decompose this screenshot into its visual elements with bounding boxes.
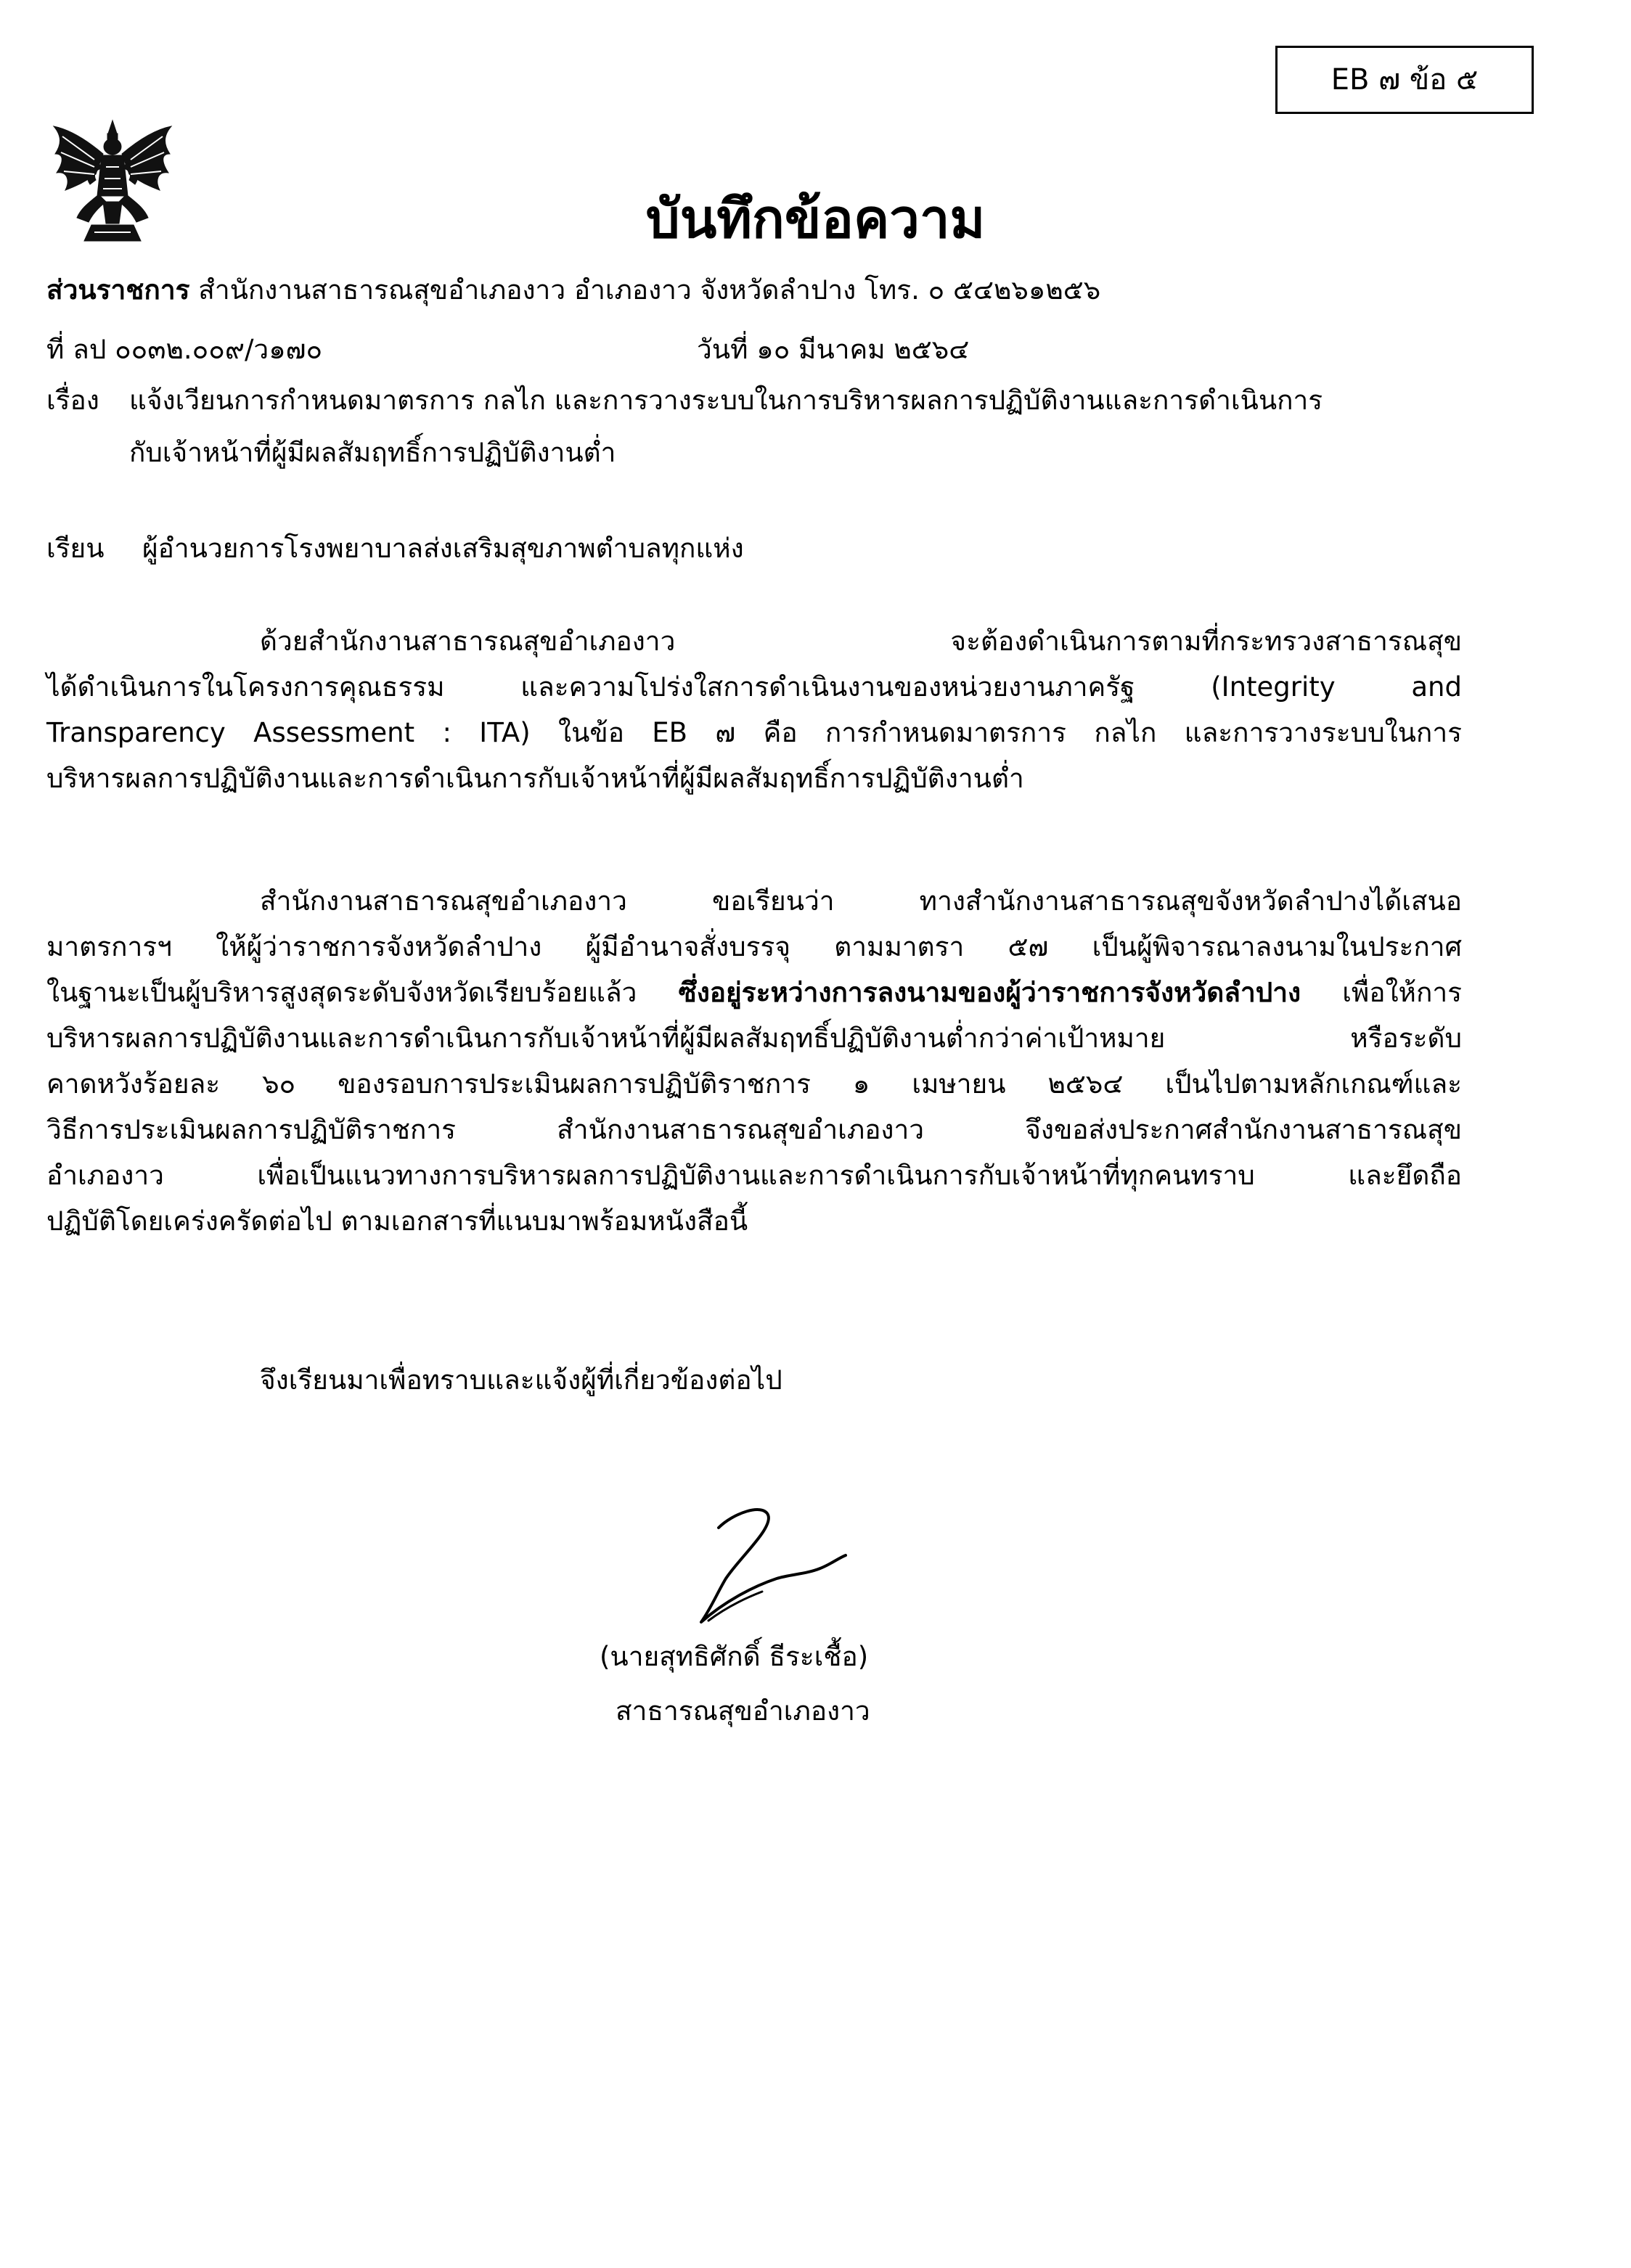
paragraph-2-bold-text: ซึ่งอยู่ระหว่างการลงนามของผู้ว่าราชการจังหวัดลำปาง	[678, 977, 1301, 1008]
paragraph-2-line: บริหารผลการปฏิบัติงานและการดำเนินการกับเจ้าหน้าที่ผู้มีผลสัมฤทธิ์ปฏิบัติงานต่ำกว่าค่าเป้าหมาย หรือระดับ	[46, 1023, 1462, 1054]
paragraph-2	[46, 878, 1462, 1244]
signatory-name: (นายสุทธิศักดิ์ ธีระเชื้อ)	[600, 1641, 869, 1672]
signatory-position: สาธารณสุขอำเภองาว	[616, 1695, 870, 1727]
paragraph-2-line	[46, 970, 1462, 1015]
subject-line-1: แจ้งเวียนการกำหนดมาตรการ กลไก และการวางระบบในการบริหารผลการปฏิบัติงานและการดำเนินการ	[129, 385, 1323, 416]
paragraph-2-text: เพื่อให้การ	[1301, 977, 1463, 1008]
subject-line-2: กับเจ้าหน้าที่ผู้มีผลสัมฤทธิ์การปฏิบัติงานต่ำ	[129, 437, 616, 468]
paragraph-2-text: ในฐานะเป็นผู้บริหารสูงสุดระดับจังหวัดเรียบร้อยแล้ว	[46, 977, 679, 1008]
paragraph-2-line: สำนักงานสาธารณสุขอำเภองาว ขอเรียนว่า ทางสำนักงานสาธารณสุขจังหวัดลำปางได้เสนอ	[260, 885, 1462, 917]
recipient-label: เรียน	[46, 533, 105, 564]
paragraph-2-line: ปฏิบัติโดยเคร่งครัดต่อไป ตามเอกสารที่แนบมาพร้อมหนังสือนี้	[46, 1205, 748, 1237]
document-date: วันที่ ๑๐ มีนาคม ๒๕๖๔	[697, 334, 970, 365]
paragraph-1-line: บริหารผลการปฏิบัติงานและการดำเนินการกับเจ้าหน้าที่ผู้มีผลสัมฤทธิ์การปฏิบัติงานต่ำ	[46, 763, 1024, 794]
paragraph-1-line: Transparency Assessment : ITA) ในข้อ EB ๗ คือ การกำหนดมาตรการ กลไก และการวางระบบในการ	[46, 717, 1462, 748]
agency-line	[46, 270, 1100, 311]
paragraph-1-line: ด้วยสำนักงานสาธารณสุขอำเภองาว จะต้องดำเนินการตามที่กระทรวงสาธารณสุข	[260, 626, 1462, 657]
memo-title: บันทึกข้อความ	[645, 188, 986, 250]
handwritten-signature	[682, 1499, 849, 1629]
paragraph-2-line: วิธีการประเมินผลการปฏิบัติราชการ สำนักงานสาธารณสุขอำเภองาว จึงขอส่งประกาศสำนักงานสาธารณสุข	[46, 1114, 1462, 1145]
reference-box: EB ๗ ข้อ ๕	[1275, 46, 1534, 114]
paragraph-2-line: มาตรการฯ ให้ผู้ว่าราชการจังหวัดลำปาง ผู้มีอำนาจสั่งบรรจุ ตามมาตรา ๕๗ เป็นผู้พิจารณาลงนามในประกาศ	[46, 931, 1462, 962]
subject-label: เรื่อง	[46, 385, 99, 416]
agency-value: สำนักงานสาธารณสุขอำเภองาว อำเภองาว จังหวัดลำปาง โทร. ๐ ๕๔๒๖๑๒๕๖	[198, 274, 1101, 306]
paragraph-1-line: ได้ดำเนินการในโครงการคุณธรรม และความโปร่งใสการดำเนินงานของหน่วยงานภาครัฐ (Integrity and	[46, 671, 1462, 703]
document-number: ที่ ลป ๐๐๓๒.๐๐๙/ว๑๗๐	[46, 334, 323, 365]
paragraph-2-line: คาดหวังร้อยละ ๖๐ ของรอบการประเมินผลการปฏิบัติราชการ ๑ เมษายน ๒๕๖๔ เป็นไปตามหลักเกณฑ์และ	[46, 1068, 1462, 1100]
paragraph-2-line: อำเภองาว เพื่อเป็นแนวทางการบริหารผลการปฏิบัติงานและการดำเนินการกับเจ้าหน้าที่ทุกคนทราบ และยึดถือ	[46, 1160, 1462, 1191]
agency-label: ส่วนราชการ	[46, 274, 190, 306]
closing-line: จึงเรียนมาเพื่อทราบและแจ้งผู้ที่เกี่ยวข้องต่อไป	[260, 1364, 782, 1396]
recipient-value: ผู้อำนวยการโรงพยาบาลส่งเสริมสุขภาพตำบลทุกแห่ง	[142, 533, 744, 564]
paragraph-1	[46, 618, 1462, 801]
